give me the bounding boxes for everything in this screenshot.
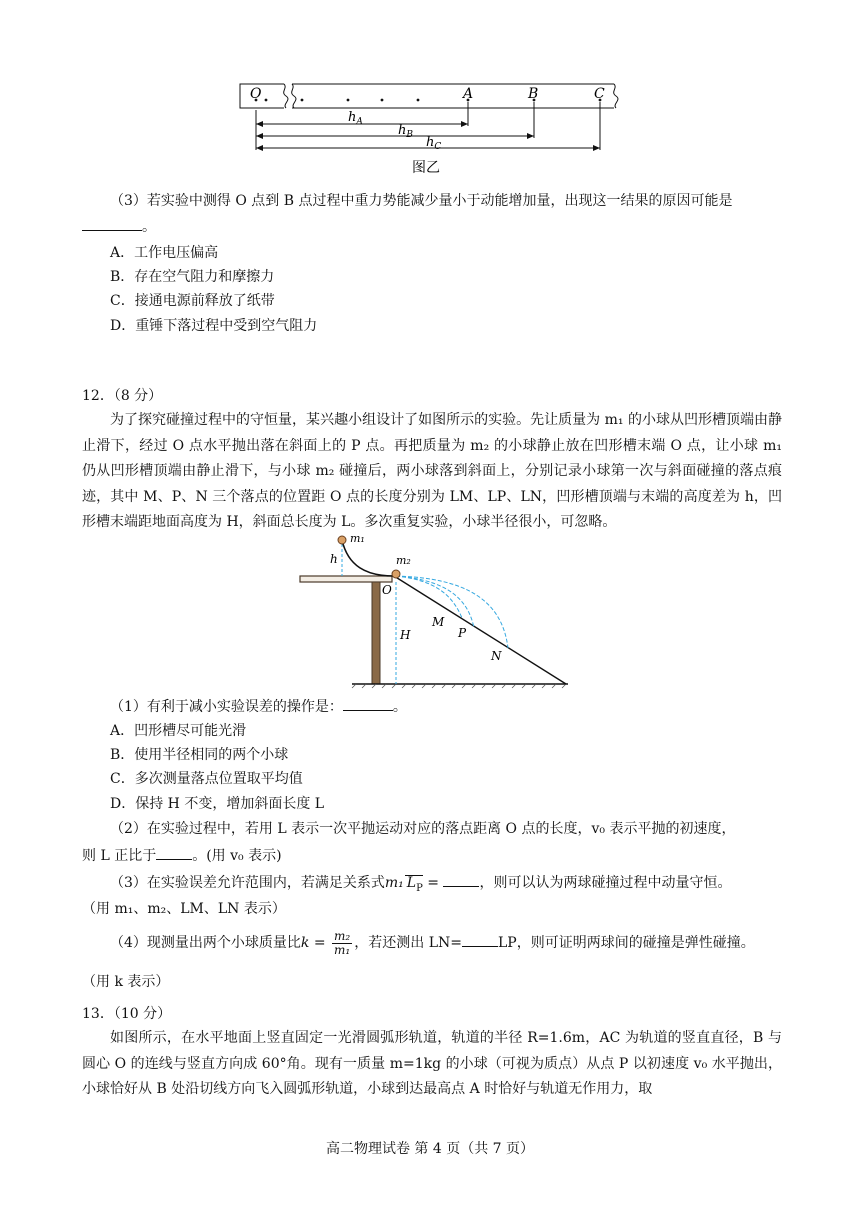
- q11-3-stem-text: （3）若实验中测得 O 点到 B 点过程中重力势能减少量小于动能增加量，出现这一结果的原因可能是: [110, 193, 733, 209]
- tape-point-B: B: [528, 86, 539, 102]
- distance-hC-label: $h_C$: [426, 135, 442, 152]
- q12-2-line2-end: 。(用 v₀ 表示): [192, 848, 282, 864]
- q12-3-answer-blank[interactable]: [443, 872, 479, 887]
- q13-text: 如图所示，在水平地面上竖直固定一光滑圆弧形轨道，轨道的半径 R=1.6m，AC 为轨道的竖直直径，B 与圆心 O 的连线与竖直方向成 60°角。现有一质量 m=1kg 的小球（可视为质点）从点 P 以初速度 v₀ 水平抛出，小球恰好从 B 处沿切线方向飞入圆弧形轨道，小球到达最高点 A 时恰好与轨道无作用力，取: [82, 1030, 782, 1097]
- q12-3-lp-sub: P: [416, 882, 423, 894]
- ball-m2: [392, 570, 400, 578]
- q12-4-line2: （用 k 表示）: [82, 974, 170, 990]
- q12-3-line2: （用 m₁、m₂、LM、LN 表示）: [82, 901, 286, 917]
- q12-1-option-b[interactable]: B．使用半径相同的两个小球: [110, 747, 289, 763]
- q12-1-option-d[interactable]: D．保持 H 不变，增加斜面长度 L: [110, 796, 325, 812]
- q12-3-line1: [110, 872, 731, 896]
- q12-1-end: 。: [392, 699, 407, 715]
- q12-1-option-a[interactable]: A．凹形槽尽可能光滑: [110, 723, 247, 739]
- label-P: P: [458, 626, 467, 640]
- q12-1-answer-blank[interactable]: [343, 696, 393, 711]
- q13-header: 13．（10 分）: [82, 1006, 172, 1022]
- label-O: O: [382, 583, 392, 597]
- q12-4-answer-blank[interactable]: [462, 932, 498, 947]
- q12-4-frac-num: m₂: [334, 928, 351, 943]
- q11-3-option-d[interactable]: D．重锤下落过程中受到空气阻力: [110, 318, 318, 334]
- q12-4-mid: ，若还测出 LN=: [354, 935, 462, 951]
- q12-4-k: k =: [300, 935, 331, 951]
- tape-point-O: O: [250, 86, 262, 102]
- q11-3-option-a[interactable]: A．工作电压偏高: [110, 245, 219, 261]
- q12-collision-apparatus-diagram: [296, 530, 570, 690]
- q12-2-line1: （2）在实验过程中，若用 L 表示一次平抛运动对应的落点距离 O 点的长度，v₀ 表示平抛的初速度，: [110, 821, 736, 837]
- q12-3-post: ，则可以认为两球碰撞过程中动量守恒。: [479, 875, 732, 891]
- tape-point-C: C: [594, 86, 605, 102]
- q11-3-stem: [82, 189, 782, 240]
- q12-3-sqrt: [405, 875, 423, 896]
- label-H: H: [400, 628, 411, 642]
- q12-4-post: LP，则可证明两球间的碰撞是弹性碰撞。: [497, 935, 755, 951]
- distance-hB-label: $h_B$: [398, 123, 413, 140]
- q12-intro: 为了探究碰撞过程中的守恒量，某兴趣小组设计了如图所示的实验。先让质量为 m₁ 的小球从凹形槽顶端由静止滑下，经过 O 点水平抛出落在斜面上的 P 点。再把质量为 m₂ 的小球静止放在凹形槽末端 O 点，让小球 m₁ 仍从凹形槽顶端由静止滑下，与小球 m₂ 碰撞后，两小球落到斜面上，分别记录小球第一次与斜面碰撞的落点痕迹，其中 M、P、N 三个落点的位置距 O 点的长度分别为 LM、LP、LN，凹形槽顶端与末端的高度差为 h，凹形槽末端距地面高度为 H，斜面总长度为 L。多次重复实验，小球半径很小，可忽略。: [82, 412, 782, 530]
- label-m2: m₂: [396, 554, 411, 567]
- q12-3-lp: L: [406, 875, 417, 891]
- q12-4-frac-den: m₁: [334, 942, 351, 957]
- q12-3-eq: =: [422, 875, 444, 891]
- q11-3-answer-blank[interactable]: [82, 216, 142, 231]
- q12-3-pre: （3）在实验误差允许范围内，若满足关系式: [110, 875, 385, 891]
- q12-2-line2: [82, 845, 282, 865]
- q12-2-answer-blank[interactable]: [156, 845, 192, 860]
- q12-1-stem-text: （1）有利于减小实验误差的操作是：: [110, 699, 343, 715]
- tape-point-A: A: [463, 86, 474, 102]
- q12-2-line2-text: 则 L 正比于: [82, 848, 157, 864]
- figure-yi-tape-diagram: [236, 80, 626, 180]
- q12-4-line1: [110, 928, 755, 958]
- label-m1: m₁: [350, 532, 365, 545]
- q11-3-option-b[interactable]: B．存在空气阻力和摩擦力: [110, 269, 275, 285]
- figure-yi-caption: 图乙: [412, 160, 440, 176]
- label-M: M: [432, 615, 445, 629]
- q12-4-mass-ratio-fraction: [332, 930, 352, 957]
- page-footer: 高二物理试卷 第 4 页（共 7 页）: [325, 1141, 535, 1157]
- distance-hA-label: $h_A$: [348, 110, 363, 127]
- q11-3-end: 。: [142, 218, 156, 235]
- q12-header: 12．（8 分）: [82, 388, 163, 404]
- q12-1-stem: [110, 696, 407, 716]
- q12-4-pre: （4）现测量出两个小球质量比: [110, 935, 301, 951]
- q11-3-option-c[interactable]: C．接通电源前释放了纸带: [110, 293, 275, 309]
- q12-3-m1: m₁: [384, 875, 404, 891]
- q12-1-option-c[interactable]: C．多次测量落点位置取平均值: [110, 771, 303, 787]
- ball-m1: [338, 536, 346, 544]
- label-N: N: [491, 649, 502, 663]
- label-h: h: [330, 552, 338, 566]
